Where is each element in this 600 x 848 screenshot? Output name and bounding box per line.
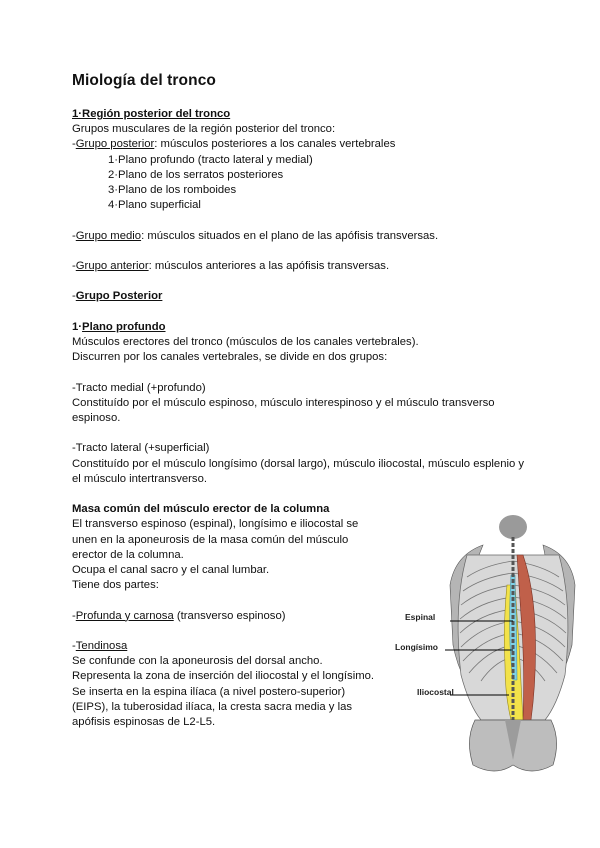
paragraph-line: El transverso espinoso (espinal), longísimo e iliocostal se bbox=[72, 518, 359, 531]
grupo-anterior-term: Grupo anterior bbox=[75, 260, 149, 272]
grupo-posterior-heading-text: Grupo Posterior bbox=[75, 290, 163, 303]
paragraph-line: Discurren por los canales vertebrales, se divide en dos grupos: bbox=[72, 351, 388, 364]
paragraph-line: Constituído por el músculo longísimo (dorsal largo), músculo iliocostal, músculo esplenio y bbox=[72, 457, 525, 470]
paragraph-line: Tiene dos partes: bbox=[72, 579, 159, 592]
paragraph-line: Representa la zona de inserción del iliocostal y el longísimo. bbox=[72, 670, 375, 683]
masa-comun-heading: Masa común del músculo erector de la columna bbox=[72, 503, 330, 516]
grupo-medio-desc: : músculos situados en el plano de las apófisis transversas. bbox=[141, 229, 439, 242]
plane-item: 4·Plano superficial bbox=[108, 199, 201, 212]
longisimo-label: Longísimo bbox=[395, 642, 438, 652]
profunda-term: Profunda y carnosa bbox=[75, 609, 174, 622]
paragraph-line: unen en la aponeurosis de la masa común del músculo bbox=[72, 533, 349, 546]
paragraph-line: Se inserta en la espina ilíaca (a nivel postero-superior) bbox=[72, 685, 346, 698]
dash: - bbox=[72, 229, 76, 242]
espinal-label: Espinal bbox=[405, 612, 436, 622]
paragraph-line: Músculos erectores del tronco (músculos de los canales vertebrales). bbox=[72, 335, 419, 348]
grupo-posterior-term: Grupo posterior bbox=[75, 138, 155, 151]
paragraph-line: espinoso. bbox=[72, 411, 121, 424]
paragraph-line: Se confunde con la aponeurosis del dorsal ancho. bbox=[72, 655, 323, 668]
plane-item: 2·Plano de los serratos posteriores bbox=[108, 168, 284, 181]
skull-base-shape bbox=[499, 515, 527, 539]
grupo-posterior-heading bbox=[72, 289, 532, 304]
grupo-anterior-line bbox=[72, 259, 532, 274]
paragraph-line: Ocupa el canal sacro y el canal lumbar. bbox=[72, 563, 270, 576]
iliocostal-label: Iliocostal bbox=[417, 687, 454, 697]
intro-text: Grupos musculares de la región posterior del tronco: bbox=[72, 123, 336, 136]
grupo-posterior-line bbox=[72, 137, 532, 152]
grupo-medio-line bbox=[72, 229, 532, 244]
paragraph-line: apófisis espinosas de L2-L5. bbox=[72, 715, 216, 728]
plane-item: 1·Plano profundo (tracto lateral y medial) bbox=[108, 153, 313, 166]
paragraph-line: Constituído por el músculo espinoso, músculo interespinoso y el músculo transverso bbox=[72, 396, 495, 409]
paragraph-line: (EIPS), la tuberosidad ilíaca, la cresta sacra media y las bbox=[72, 700, 353, 713]
grupo-medio-term: Grupo medio bbox=[75, 229, 142, 242]
dash: - bbox=[72, 609, 76, 622]
dash: - bbox=[72, 138, 76, 151]
dash: - bbox=[72, 290, 76, 303]
dash: - bbox=[72, 260, 76, 272]
dash: - bbox=[72, 639, 76, 652]
plano-profundo-heading bbox=[72, 320, 532, 335]
tracto-medial-title: -Tracto medial (+profundo) bbox=[72, 381, 206, 394]
plane-item: 3·Plano de los romboides bbox=[108, 184, 237, 197]
plano-number: 1· bbox=[72, 320, 83, 333]
tracto-lateral-title: -Tracto lateral (+superficial) bbox=[72, 442, 210, 455]
back-muscles-illustration bbox=[395, 515, 595, 780]
section-heading: 1·Región posterior del tronco bbox=[72, 108, 231, 120]
profunda-desc: (transverso espinoso) bbox=[173, 609, 286, 622]
paragraph-line: el músculo intertransverso. bbox=[72, 472, 207, 485]
tendinosa-term: Tendinosa bbox=[75, 639, 128, 652]
grupo-anterior-desc: : músculos anteriores a las apófisis transversas. bbox=[148, 260, 390, 272]
plano-profundo-term: Plano profundo bbox=[82, 320, 166, 333]
paragraph-line: erector de la columna. bbox=[72, 548, 184, 561]
grupo-posterior-desc: : músculos posteriores a los canales vertebrales bbox=[154, 138, 396, 151]
page-title: Miología del tronco bbox=[72, 72, 216, 89]
